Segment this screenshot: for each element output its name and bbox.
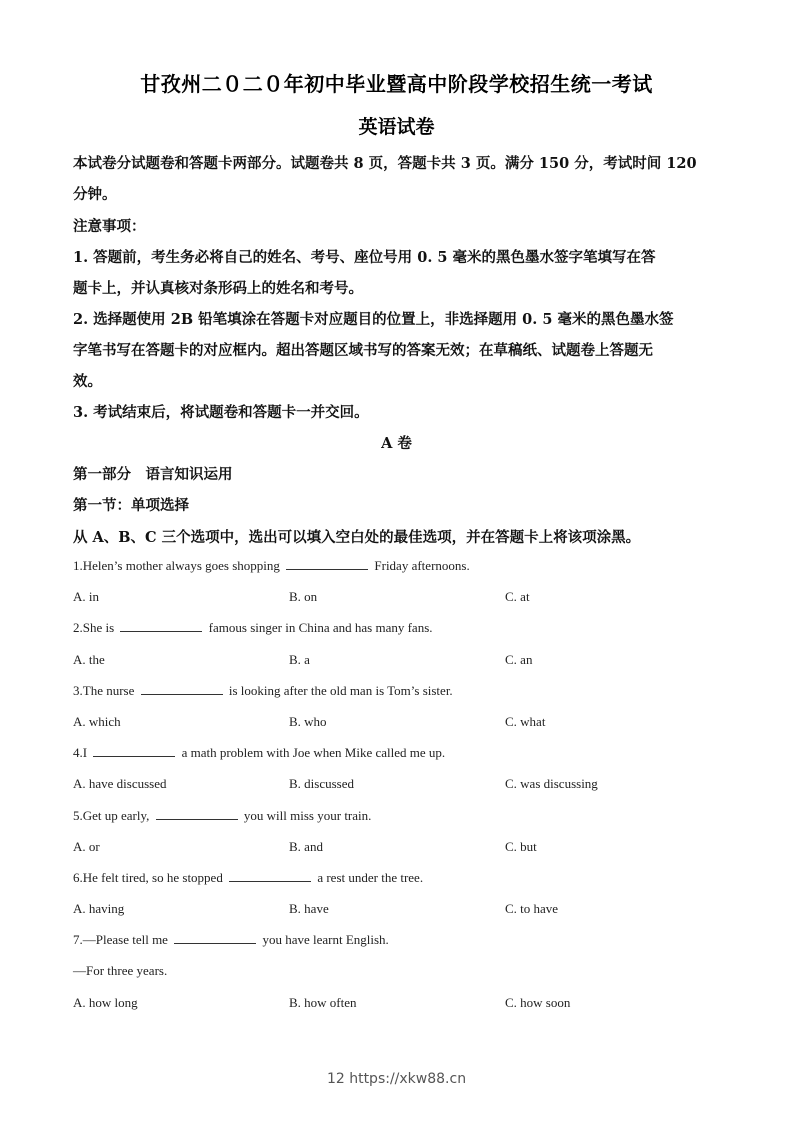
note-line: 1. 答题前，考生务必将自己的姓名、考号、座位号用 0. 5 毫米的黑色墨水签字笔填写在答 (73, 249, 656, 266)
option-c: C. at (505, 589, 530, 604)
question-6: 6.He felt tired, so he stopped a rest under the tree. (73, 870, 424, 885)
option-c: C. how soon (505, 995, 571, 1010)
option-a: A. having (73, 901, 125, 916)
answer-blank (286, 559, 368, 570)
question-1: 1.Helen’s mother always goes shopping Friday afternoons. (73, 558, 470, 573)
option-c: C. to have (505, 901, 559, 916)
subsection-heading: 第一节：单项选择 (73, 497, 189, 514)
note-line: 3. 考试结束后，将试题卷和答题卡一并交回。 (73, 404, 369, 421)
answer-blank (120, 621, 202, 632)
answer-blank (156, 809, 238, 820)
option-a: A. in (73, 589, 99, 604)
question-7-reply: —For three years. (73, 963, 168, 978)
exam-title: 甘孜州二０二０年初中毕业暨高中阶段学校招生统一考试 (140, 72, 653, 96)
option-b: B. a (289, 652, 310, 667)
part-heading: 第一部分 语言知识运用 (73, 466, 233, 483)
question-2: 2.She is famous singer in China and has many fans. (73, 620, 433, 635)
question-4: 4.I a math problem with Joe when Mike called me up. (73, 745, 446, 760)
note-line: 题卡上，并认真核对条形码上的姓名和考号。 (73, 280, 363, 297)
answer-blank (174, 933, 256, 944)
option-b: B. on (289, 589, 318, 604)
option-b: B. have (289, 901, 329, 916)
exam-subtitle: 英语试卷 (358, 116, 435, 138)
answer-blank (93, 746, 175, 757)
option-c: C. what (505, 714, 546, 729)
note-line: 2. 选择题使用 2B 铅笔填涂在答题卡对应题目的位置上，非选择题用 0. 5 毫米的黑色墨水签 (73, 311, 674, 328)
option-b: B. discussed (289, 776, 354, 791)
option-c: C. but (505, 839, 537, 854)
option-a: A. how long (73, 995, 138, 1010)
option-a: A. have discussed (73, 776, 167, 791)
instruction: 从 A、B、C 三个选项中，选出可以填入空白处的最佳选项，并在答题卡上将该项涂黑。 (73, 529, 641, 546)
answer-blank (141, 684, 223, 695)
page-footer: 12 https://xkw88.cn (326, 1071, 467, 1087)
note-line: 效。 (73, 373, 102, 390)
notes-heading: 注意事项： (73, 218, 146, 235)
question-3: 3.The nurse is looking after the old man is Tom’s sister. (73, 683, 453, 698)
volume-heading: A 卷 (381, 435, 412, 452)
option-b: B. and (289, 839, 323, 854)
option-b: B. how often (289, 995, 357, 1010)
option-a: A. the (73, 652, 105, 667)
note-line: 字笔书写在答题卡的对应框内。超出答题区域书写的答案无效；在草稿纸、试题卷上答题无 (73, 342, 653, 359)
question-7: 7.—Please tell me you have learnt English. (73, 932, 389, 947)
option-b: B. who (289, 714, 327, 729)
intro-line-1: 本试卷分试题卷和答题卡两部分。试题卷共 8 页，答题卡共 3 页。满分 150 分，考试时间 120 (73, 155, 697, 172)
question-5: 5.Get up early, you will miss your train. (73, 808, 372, 823)
option-c: C. was discussing (505, 776, 598, 791)
intro-line-2: 分钟。 (73, 186, 117, 203)
option-a: A. which (73, 714, 121, 729)
option-a: A. or (73, 839, 100, 854)
option-c: C. an (505, 652, 533, 667)
answer-blank (229, 871, 311, 882)
